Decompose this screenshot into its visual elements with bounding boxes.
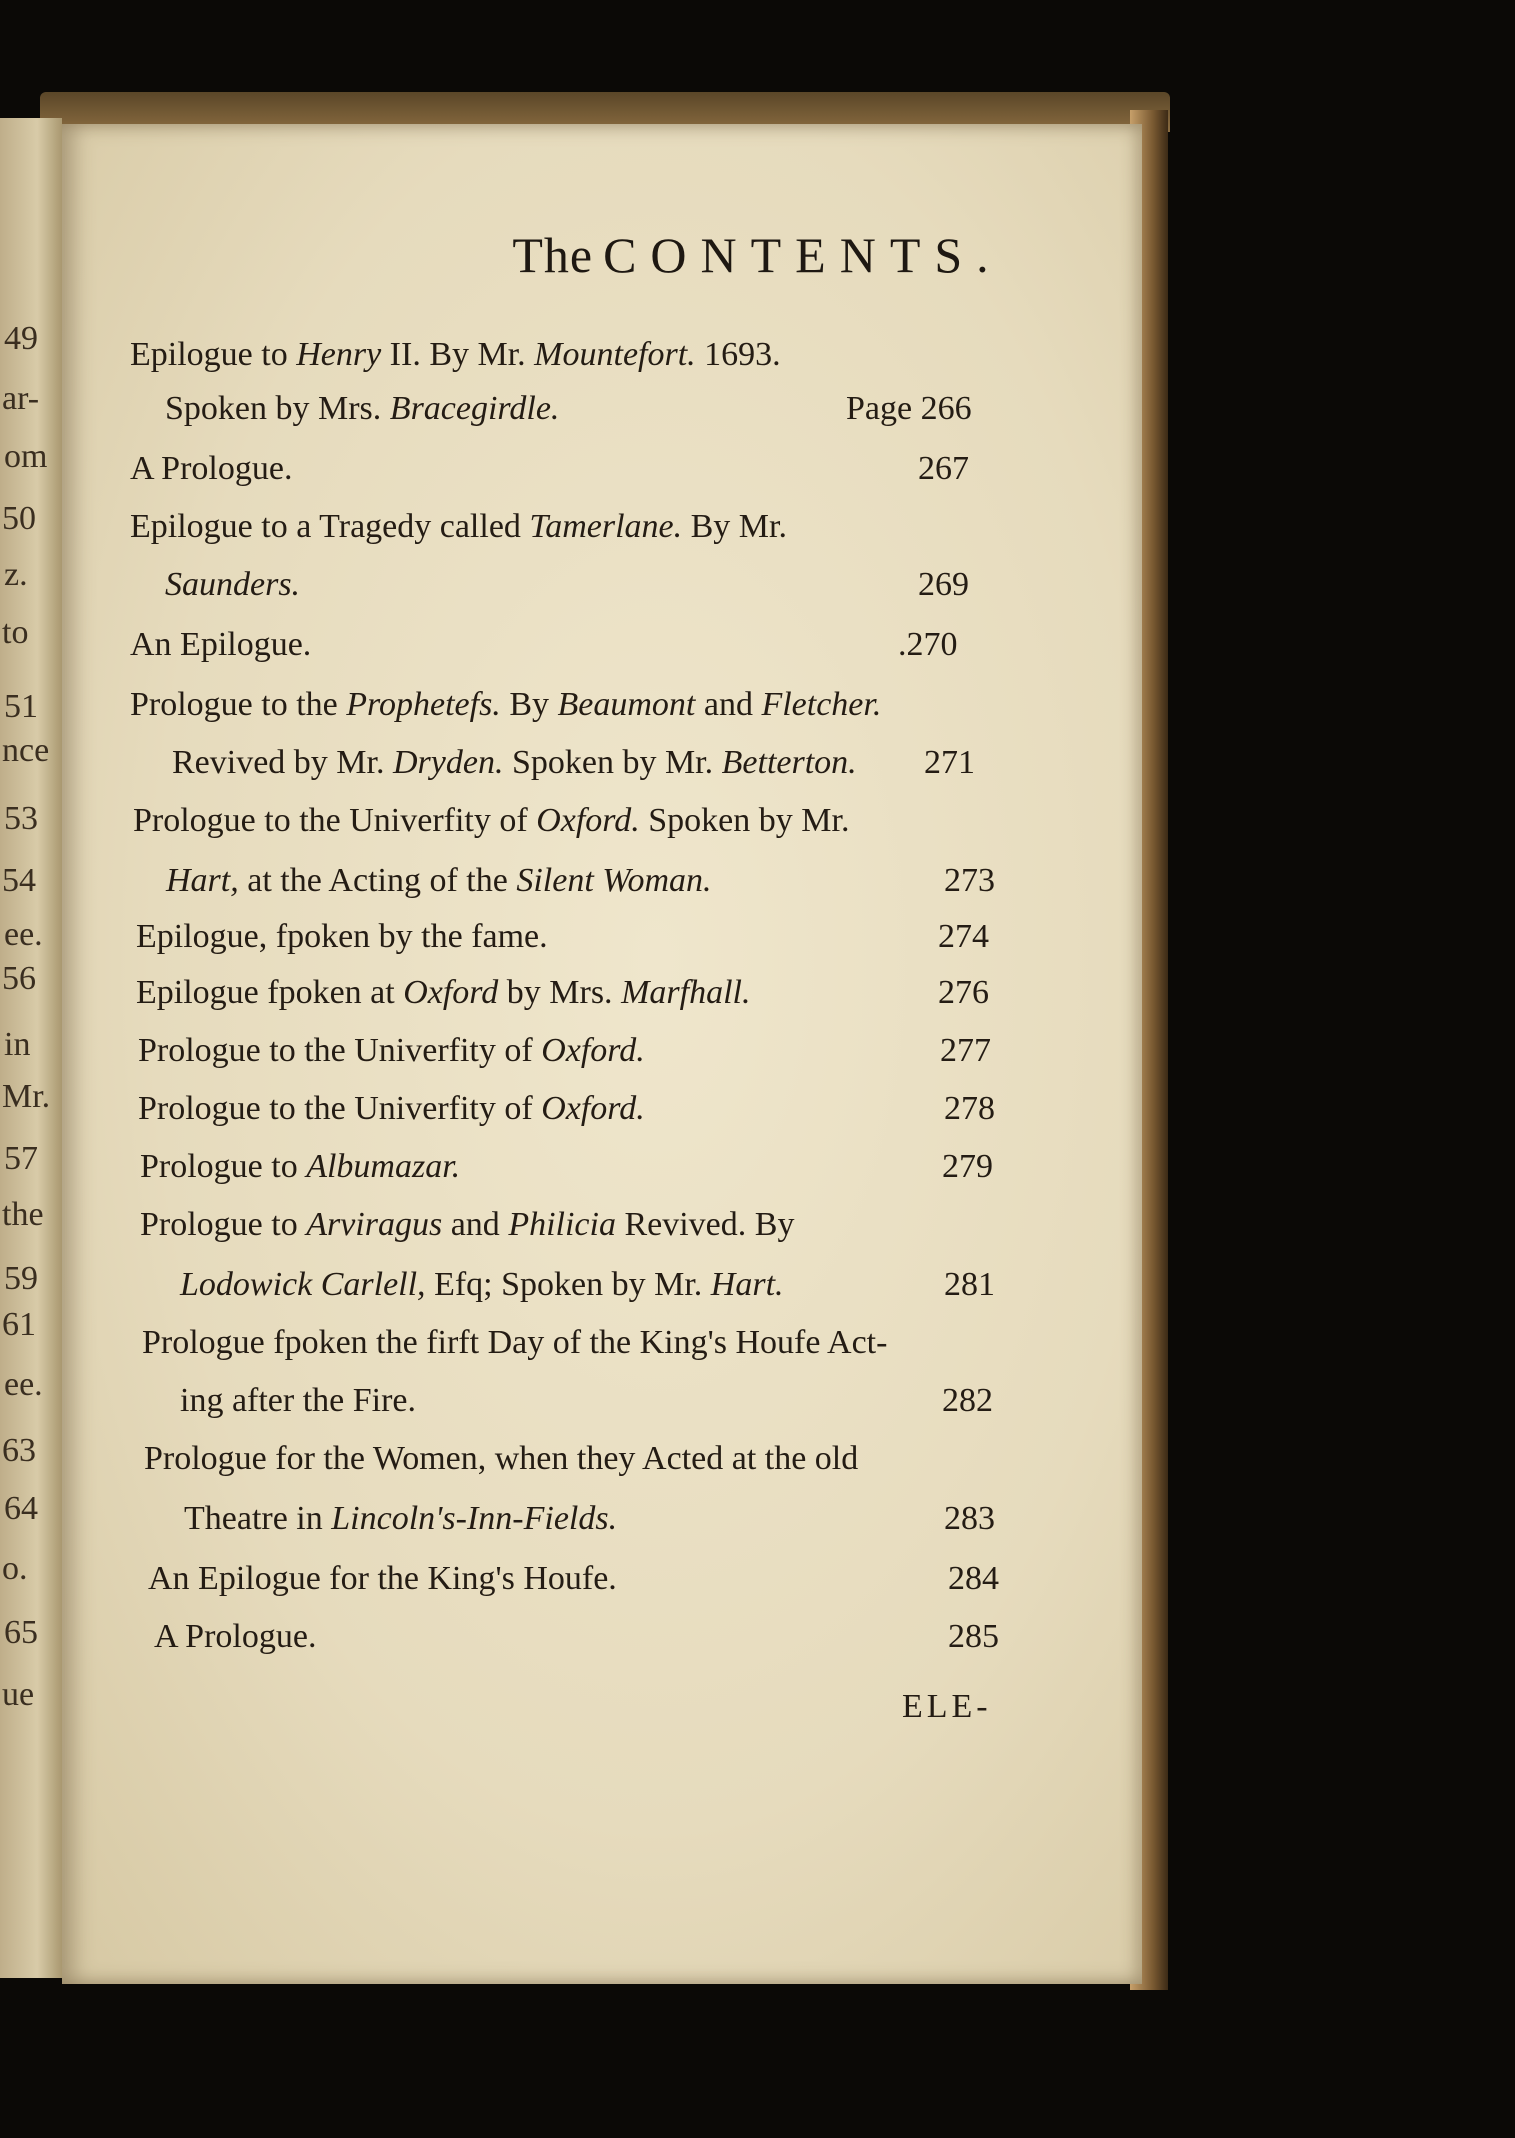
- entry-page-number: 282: [942, 1382, 993, 1419]
- entry-page-number: 274: [938, 918, 989, 955]
- entry-page-number: 279: [942, 1148, 993, 1185]
- previous-page-fragment: in: [4, 1026, 31, 1063]
- contents-entry: [140, 1148, 460, 1186]
- previous-page-fragment: ee.: [4, 1366, 43, 1403]
- entry-text-b: Oxford.: [536, 802, 640, 839]
- entry-text-c: by Mrs.: [498, 974, 622, 1011]
- previous-page-fragment: 63: [2, 1432, 36, 1469]
- entry-text-a: Spoken by Mrs.: [165, 390, 390, 427]
- entry-text-c: Efq; Spoken by Mr.: [425, 1266, 711, 1303]
- previous-page-fragment: ue: [2, 1676, 35, 1713]
- entry-text-a: A Prologue.: [130, 450, 293, 487]
- previous-page-fragment: ee.: [4, 916, 43, 953]
- previous-page-fragment: 64: [4, 1490, 38, 1527]
- entry-text-c: By Mr.: [682, 508, 787, 545]
- entry-text-b: Oxford.: [541, 1032, 645, 1069]
- entry-text-b: Oxford.: [541, 1090, 645, 1127]
- entry-text-a: An Epilogue for the King's Houfe.: [148, 1560, 617, 1597]
- entry-page-number: 271: [924, 744, 975, 781]
- entry-text-e: 1693.: [695, 336, 781, 373]
- previous-page-fragment: 56: [2, 960, 36, 997]
- contents-entry: [130, 686, 881, 724]
- contents-entry: [140, 1206, 794, 1244]
- previous-page-fragment: ar-: [2, 380, 40, 417]
- entry-text-d: Mountefort.: [534, 336, 696, 373]
- entry-page-number: 285: [948, 1618, 999, 1655]
- entry-text-b: Oxford: [403, 974, 499, 1011]
- entry-text-b: Dryden.: [392, 744, 504, 781]
- previous-page-fragment: 50: [2, 500, 36, 537]
- page-header: [0, 226, 1515, 284]
- previous-page-fragment: om: [4, 438, 48, 475]
- contents-entry: [180, 1266, 784, 1304]
- entry-text-c: Spoken by Mr.: [503, 744, 722, 781]
- entry-text-a: Epilogue fpoken at: [136, 974, 404, 1011]
- entry-text-d: Beaumont: [557, 686, 696, 723]
- entry-text-d: Philicia: [508, 1206, 616, 1243]
- entry-text-b: Hart,: [166, 862, 239, 899]
- entry-text-c: By: [500, 686, 558, 723]
- entry-page-number: Page 266: [846, 390, 972, 427]
- entry-text-a: Prologue to the Univerfity of: [138, 1032, 542, 1069]
- entry-text-a: Prologue to the Univerfity of: [138, 1090, 542, 1127]
- previous-page-fragment: z.: [4, 556, 28, 593]
- entry-text-b: Saunders.: [165, 566, 301, 603]
- entry-text-e: Revived. By: [615, 1206, 795, 1243]
- previous-page-fragment: 65: [4, 1614, 38, 1651]
- entry-page-number: 278: [944, 1090, 995, 1127]
- contents-entry: [165, 390, 559, 428]
- entry-text-d: Betterton.: [721, 744, 857, 781]
- entry-text-a: Prologue to: [140, 1148, 307, 1185]
- entry-text-a: Epilogue to a Tragedy called: [130, 508, 530, 545]
- entry-text-e: and: [695, 686, 762, 723]
- entry-page-number: 281: [944, 1266, 995, 1303]
- entry-page-number: 267: [918, 450, 969, 487]
- previous-page-fragment: 57: [4, 1140, 38, 1177]
- contents-entry: [184, 1500, 617, 1538]
- entry-text-b: Prophetefs.: [346, 686, 501, 723]
- entry-text-b: Lincoln's-Inn-Fields.: [331, 1500, 618, 1537]
- entry-text-a: Theatre in: [184, 1500, 332, 1537]
- entry-text-b: Lodowick Carlell,: [180, 1266, 426, 1303]
- entry-text-a: Prologue fpoken the firft Day of the King's Houfe Act-: [142, 1324, 888, 1361]
- previous-page-fragment: 54: [2, 862, 36, 899]
- entry-page-number: 283: [944, 1500, 995, 1537]
- entry-text-a: ing after the Fire.: [180, 1382, 417, 1419]
- entry-page-number: 273: [944, 862, 995, 899]
- entry-page-number: 276: [938, 974, 989, 1011]
- contents-entry: [133, 802, 849, 840]
- entry-text-a: Prologue to: [140, 1206, 307, 1243]
- entry-page-number: 269: [918, 566, 969, 603]
- entry-text-b: Arviragus: [306, 1206, 443, 1243]
- entry-page-number: 284: [948, 1560, 999, 1597]
- contents-entry: [172, 744, 857, 782]
- entry-text-b: Bracegirdle.: [389, 390, 560, 427]
- contents-entry: [138, 1090, 645, 1128]
- entry-page-number: .270: [898, 626, 958, 663]
- contents-entry: [148, 1560, 617, 1598]
- contents-entry: [130, 450, 292, 488]
- contents-entry: [142, 1324, 887, 1362]
- contents-entry: [136, 918, 548, 956]
- previous-page-fragment: 59: [4, 1260, 38, 1297]
- contents-entry: [138, 1032, 645, 1070]
- entry-text-a: Epilogue, fpoken by the fame.: [136, 918, 548, 955]
- entry-text-b: Henry: [296, 336, 382, 373]
- entry-text-a: Revived by Mr.: [172, 744, 393, 781]
- entry-text-d: Marfhall.: [621, 974, 751, 1011]
- entry-text-b: Albumazar.: [306, 1148, 461, 1185]
- previous-page-fragment: Mr.: [2, 1078, 51, 1115]
- entry-text-c: II. By Mr.: [381, 336, 535, 373]
- entry-text-f: Fletcher.: [761, 686, 882, 723]
- entry-text-a: Prologue to the Univerfity of: [133, 802, 537, 839]
- entry-text-c: and: [442, 1206, 509, 1243]
- contents-entry: [130, 508, 787, 546]
- entry-text-a: Epilogue to: [130, 336, 297, 373]
- contents-entry: [130, 626, 311, 664]
- previous-page-fragment: 61: [2, 1306, 36, 1343]
- contents-entry: [144, 1440, 858, 1478]
- entry-text-d: Silent Woman.: [516, 862, 712, 899]
- header-the: The: [512, 227, 594, 283]
- entry-text-c: Spoken by Mr.: [639, 802, 850, 839]
- contents-entry: [180, 1382, 416, 1420]
- header-contents: CONTENTS.: [603, 227, 1003, 283]
- contents-entry: [136, 974, 750, 1012]
- previous-page-fragment: 53: [4, 800, 38, 837]
- previous-page-fragment: nce: [2, 732, 50, 769]
- entry-text-d: Hart.: [710, 1266, 784, 1303]
- contents-entry: [154, 1618, 316, 1656]
- entry-text-a: A Prologue.: [154, 1618, 317, 1655]
- entry-text-a: An Epilogue.: [130, 626, 312, 663]
- previous-page-edge: [0, 118, 62, 1978]
- contents-entry: [130, 336, 781, 374]
- entry-text-a: Prologue for the Women, when they Acted at the old: [144, 1440, 859, 1477]
- entry-text-b: Tamerlane.: [529, 508, 683, 545]
- catchword: ELE-: [902, 1688, 992, 1725]
- entry-text-c: at the Acting of the: [238, 862, 517, 899]
- previous-page-fragment: to: [2, 614, 29, 651]
- entry-page-number: 277: [940, 1032, 991, 1069]
- previous-page-fragment: 49: [4, 320, 38, 357]
- contents-entry: [165, 566, 300, 604]
- previous-page-fragment: o.: [2, 1550, 28, 1587]
- previous-page-fragment: the: [2, 1196, 44, 1233]
- entry-text-a: Prologue to the: [130, 686, 347, 723]
- contents-entry: [166, 862, 712, 900]
- previous-page-fragment: 51: [4, 688, 38, 725]
